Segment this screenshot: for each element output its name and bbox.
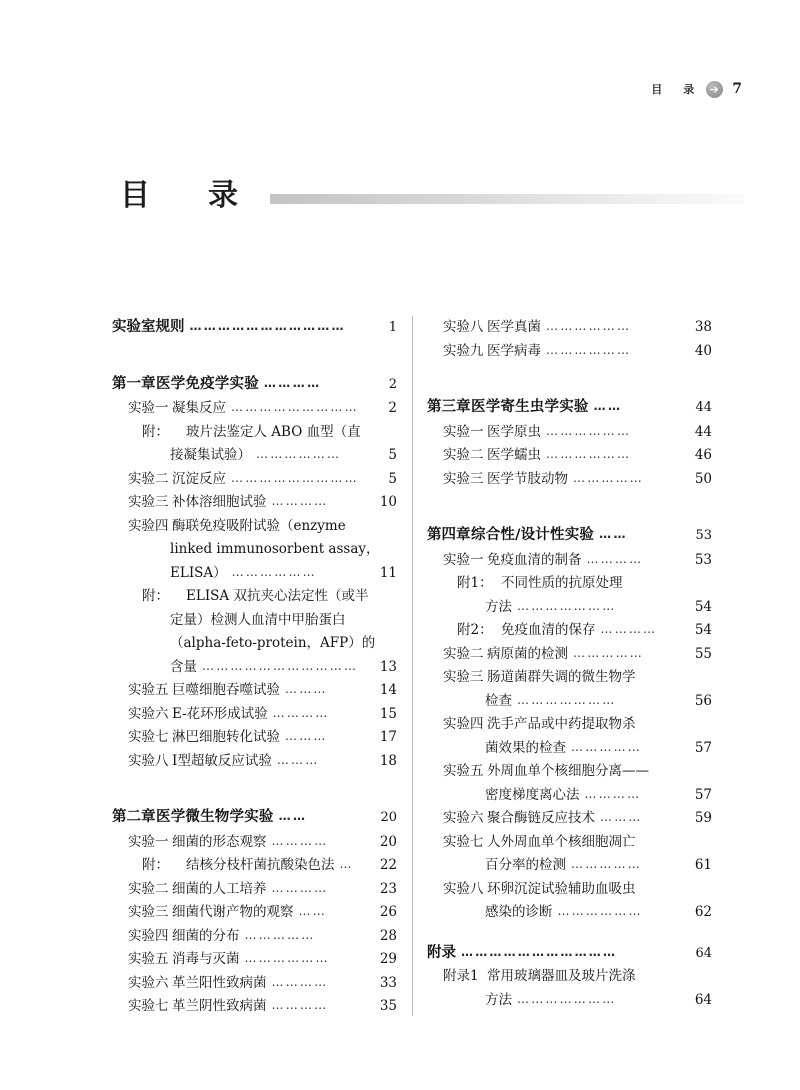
toc-column-right <box>427 316 712 1016</box>
toc-leader-dots: ……… <box>276 752 320 767</box>
toc-leader-dots: …………… <box>573 470 644 485</box>
toc-page-number: 53 <box>694 551 712 568</box>
toc-entry-row[interactable] <box>427 831 712 855</box>
toc-page-number: 2 <box>388 400 397 416</box>
toc-page-number: 40 <box>694 342 712 359</box>
toc-page-number: 13 <box>379 658 397 675</box>
toc-entry-number: 实验五 <box>128 951 169 967</box>
toc-entry-number: 实验一 <box>443 423 484 440</box>
toc-entry-label: 检查 <box>485 692 512 709</box>
toc-entry-row[interactable] <box>112 726 397 750</box>
toc-leader-dots: ……………… <box>546 319 632 333</box>
toc-spacer <box>427 925 712 942</box>
toc-entry-row[interactable] <box>112 750 397 774</box>
toc-entry-row[interactable] <box>112 656 397 680</box>
toc-leader-dots: ………… <box>586 551 644 566</box>
toc-entry-label: 肠道菌群失调的微生物学 <box>487 669 636 685</box>
toc-leader-dots: ……… <box>600 810 643 824</box>
column-divider <box>397 316 427 1016</box>
toc-page-number: 2 <box>388 376 397 392</box>
toc-entry-number: 实验八 <box>443 880 484 897</box>
toc-leader-dots: ………… <box>584 786 642 801</box>
toc-page-number: 5 <box>388 447 397 463</box>
toc-entry-row[interactable] <box>112 585 397 609</box>
toc-spacer <box>112 773 397 790</box>
toc-columns <box>112 316 712 1016</box>
toc-entry-label: 补体溶细胞试验 <box>172 494 267 510</box>
toc-entry-label: 酶联免疫吸附试验（enzyme <box>172 517 346 534</box>
toc-entry-number: 实验三 <box>443 669 484 685</box>
toc-entry-number: 实验三 <box>443 470 484 487</box>
toc-leader-dots: ……………… <box>546 342 632 357</box>
toc-entry-number: 第二章 <box>112 808 156 825</box>
toc-entry-label: 附录 <box>427 944 456 961</box>
toc-entry-row[interactable] <box>112 925 397 949</box>
toc-page-number: 20 <box>380 810 397 825</box>
toc-entry-row[interactable] <box>112 878 397 902</box>
toc-entry-row[interactable] <box>427 690 712 714</box>
toc-leader-dots: ………………… <box>517 692 617 707</box>
toc-entry-label: 革兰阴性致病菌 <box>172 998 267 1014</box>
toc-spacer <box>427 363 712 380</box>
toc-entry-number: 实验六 <box>128 705 169 722</box>
toc-leader-dots: … <box>339 857 354 871</box>
toc-leader-dots: ……………… <box>546 447 632 461</box>
toc-entry-number: 实验八 <box>443 319 484 335</box>
toc-entry-row[interactable] <box>427 572 712 596</box>
divider-line <box>412 316 413 1016</box>
toc-entry-row[interactable] <box>112 972 397 996</box>
toc-page-number: 15 <box>379 705 397 722</box>
toc-page-number: 57 <box>694 739 712 756</box>
toc-leader-dots: ……………… <box>244 951 330 965</box>
toc-leader-dots: ……………… <box>557 904 643 918</box>
toc-page-number: 61 <box>694 857 712 873</box>
running-head <box>651 78 742 100</box>
toc-chapter-row[interactable] <box>112 372 397 397</box>
toc-page-number: 64 <box>694 991 712 1008</box>
toc-entry-number: 实验七 <box>128 998 169 1014</box>
toc-entry-label: Ⅰ型超敏反应试验 <box>172 752 272 769</box>
toc-entry-number: 实验三 <box>128 494 169 510</box>
toc-page-number: 17 <box>379 729 397 745</box>
toc-page-number: 54 <box>694 598 712 615</box>
toc-leader-dots: ……… <box>285 729 328 743</box>
toc-entry-row[interactable] <box>112 948 397 972</box>
toc-entry-row[interactable] <box>427 784 712 808</box>
toc-leader-dots: …………………………… <box>461 944 618 959</box>
toc-entry-label: 接凝集试验） <box>170 447 251 463</box>
toc-leader-dots: …… <box>278 809 308 823</box>
toc-entry-number: 附录1 <box>443 968 479 984</box>
toc-leader-dots: ……………… <box>546 423 632 438</box>
toc-entry-number: 实验一 <box>128 833 169 850</box>
toc-page-number: 59 <box>694 810 712 826</box>
toc-leader-dots: …… <box>298 904 327 918</box>
toc-page-number: 11 <box>379 564 397 581</box>
toc-entry-number: 实验四 <box>128 927 169 944</box>
toc-entry-row[interactable] <box>112 421 397 445</box>
toc-entry-row[interactable] <box>427 421 712 445</box>
toc-leader-dots: …………… <box>571 857 642 871</box>
toc-entry-number: 实验七 <box>128 729 169 745</box>
toc-entry-number: 附： <box>142 588 169 604</box>
toc-leader-dots: ………… <box>271 494 329 508</box>
toc-leader-dots: ……………………… <box>231 470 359 485</box>
toc-page-number: 46 <box>694 447 712 463</box>
toc-entry-label: 医学真菌 <box>487 319 541 335</box>
toc-entry-number: 实验九 <box>443 342 484 359</box>
toc-entry-row[interactable] <box>427 549 712 573</box>
toc-spacer <box>427 491 712 508</box>
toc-section-row[interactable] <box>112 316 397 340</box>
toc-chapter-row[interactable] <box>112 805 397 830</box>
toc-entry-label: 医学免疫学实验 <box>156 375 259 392</box>
toc-page-number: 55 <box>694 645 712 662</box>
toc-entry-label: 不同性质的抗原处理 <box>501 575 623 591</box>
toc-entry-number: 实验二 <box>128 470 169 487</box>
toc-entry-number: 实验二 <box>443 645 484 662</box>
toc-entry-row[interactable] <box>427 619 712 643</box>
toc-entry-label: ELISA 双抗夹心法定性（或半 <box>186 588 369 604</box>
toc-entry-row[interactable] <box>112 995 397 1019</box>
toc-page-number: 57 <box>694 786 712 803</box>
toc-entry-row[interactable] <box>427 468 712 492</box>
toc-entry-label: 医学微生物学实验 <box>156 809 274 825</box>
toc-chapter-row[interactable] <box>427 395 712 420</box>
toc-entry-row[interactable] <box>427 643 712 667</box>
toc-entry-row[interactable] <box>427 444 712 468</box>
toc-entry-label: 医学寄生虫学实验 <box>471 399 589 415</box>
toc-leader-dots: ………………… <box>517 598 617 613</box>
toc-page-number: 10 <box>379 494 397 510</box>
toc-entry-label: 细菌的形态观察 <box>172 833 267 850</box>
toc-entry-number: 附： <box>142 857 169 873</box>
toc-entry-label: ELISA） <box>170 564 227 581</box>
toc-entry-label: 百分率的检测 <box>485 857 566 873</box>
toc-page-number: 38 <box>694 319 712 335</box>
toc-leader-dots: …………… <box>573 645 644 660</box>
toc-page-number: 29 <box>379 951 397 967</box>
toc-entry-number: 实验四 <box>128 517 169 534</box>
toc-entry-label: 细菌的人工培养 <box>172 880 267 897</box>
toc-entry-label: 定量）检测人血清中甲胎蛋白 <box>170 611 346 628</box>
toc-entry-number: 实验六 <box>443 810 484 826</box>
toc-entry-label: 医学原虫 <box>487 423 541 440</box>
toc-entry-row[interactable] <box>427 807 712 831</box>
toc-page-number: 20 <box>379 833 397 850</box>
toc-entry-label: 人外周血单个核细胞凋亡 <box>487 833 636 850</box>
toc-entry-number: 附： <box>142 423 169 440</box>
page-title: 目 录 <box>120 178 252 213</box>
toc-leader-dots: ……… <box>285 682 328 696</box>
toc-entry-number: 实验二 <box>443 447 484 463</box>
arrow-right-circle-icon <box>706 81 723 98</box>
toc-entry-label: 医学病毒 <box>487 342 541 359</box>
toc-entry-label: 细菌的分布 <box>172 927 240 944</box>
toc-entry-label: 免疫血清的保存 <box>501 622 596 638</box>
toc-entry-number: 附1： <box>457 575 493 591</box>
toc-entry-label: E-花环形成试验 <box>172 705 268 722</box>
toc-entry-row[interactable] <box>112 468 397 492</box>
toc-entry-row[interactable] <box>112 491 397 515</box>
toc-entry-number: 实验三 <box>128 904 169 920</box>
toc-entry-row[interactable] <box>112 679 397 703</box>
toc-leader-dots: …………… <box>244 927 316 942</box>
toc-entry-label: 巨噬细胞吞噬试验 <box>172 682 280 698</box>
toc-entry-label: 密度梯度离心法 <box>485 786 580 803</box>
toc-page-number: 50 <box>694 470 712 487</box>
toc-page-number: 56 <box>694 692 712 709</box>
toc-entry-row[interactable] <box>427 340 712 364</box>
toc-leader-dots: ………… <box>263 375 322 390</box>
toc-entry-number: 实验一 <box>443 551 484 568</box>
toc-entry-label: （alpha-feto-protein，AFP）的 <box>170 635 376 651</box>
toc-entry-row[interactable] <box>112 609 397 633</box>
toc-entry-row[interactable] <box>427 737 712 761</box>
toc-entry-label: 方法 <box>485 991 512 1008</box>
toc-entry-row[interactable] <box>427 854 712 878</box>
toc-entry-label: 常用玻璃器皿及玻片洗涤 <box>487 968 636 984</box>
toc-page-number: 35 <box>379 998 397 1014</box>
toc-page-number: 33 <box>379 974 397 991</box>
toc-leader-dots: ……………… <box>256 447 342 461</box>
toc-page-number: 44 <box>695 400 712 415</box>
toc-entry-number: 附2： <box>457 622 493 638</box>
toc-entry-label: linked immunosorbent assay， <box>170 541 380 557</box>
toc-page-number: 62 <box>694 904 712 920</box>
toc-entry-row[interactable] <box>112 854 397 878</box>
toc-entry-number: 第三章 <box>427 398 471 415</box>
toc-column-left <box>112 316 397 1016</box>
toc-page-number: 18 <box>379 752 397 769</box>
toc-entry-row[interactable] <box>427 989 712 1013</box>
toc-entry-row[interactable] <box>427 760 712 784</box>
toc-page-number: 1 <box>388 320 397 335</box>
toc-page-number: 64 <box>695 945 712 961</box>
toc-entry-label: 方法 <box>485 598 512 615</box>
toc-entry-number: 实验八 <box>128 752 169 769</box>
toc-page-number: 54 <box>694 622 712 638</box>
toc-page-number: 5 <box>388 470 397 487</box>
toc-leader-dots: ………… <box>600 622 658 636</box>
toc-entry-label: 医学节肢动物 <box>487 470 568 487</box>
toc-entry-label: 免疫血清的制备 <box>487 551 582 568</box>
toc-chapter-row[interactable] <box>427 523 712 548</box>
toc-entry-label: 结核分枝杆菌抗酸染色法 <box>186 857 335 873</box>
toc-entry-number: 第四章 <box>427 526 471 543</box>
toc-entry-label: 环卵沉淀试验辅助血吸虫 <box>487 880 636 897</box>
toc-entry-number: 实验六 <box>128 974 169 991</box>
toc-page-number: 53 <box>695 528 712 543</box>
toc-entry-label: 菌效果的检查 <box>485 739 566 756</box>
toc-page-number: 14 <box>379 682 397 698</box>
toc-entry-number: 实验一 <box>128 400 169 416</box>
toc-entry-label: 医学蠕虫 <box>487 447 541 463</box>
toc-entry-number: 实验四 <box>443 716 484 732</box>
toc-entry-label: 综合性/设计性实验 <box>471 527 595 543</box>
toc-leader-dots: …………………………… <box>202 658 359 673</box>
page-number: 7 <box>732 81 742 97</box>
page-title-row <box>120 174 745 218</box>
toc-entry-number: 实验二 <box>128 880 169 897</box>
toc-entry-row[interactable] <box>112 397 397 421</box>
toc-leader-dots: …………… <box>571 739 642 754</box>
toc-entry-row[interactable] <box>427 596 712 620</box>
toc-spacer <box>112 340 397 357</box>
toc-entry-number: 第一章 <box>112 374 156 392</box>
toc-entry-row[interactable] <box>427 965 712 989</box>
toc-entry-row[interactable] <box>427 666 712 690</box>
toc-entry-row[interactable] <box>112 831 397 855</box>
toc-entry-label: 聚合酶链反应技术 <box>487 810 595 826</box>
toc-leader-dots: ………… <box>271 880 329 895</box>
toc-entry-row[interactable] <box>112 538 397 562</box>
toc-entry-label: 玻片法鉴定人 ABO 血型（直 <box>186 423 361 440</box>
toc-entry-row[interactable] <box>112 901 397 925</box>
title-rule <box>270 194 745 204</box>
toc-page-number: 22 <box>379 857 397 873</box>
toc-entry-label: 感染的诊断 <box>485 904 553 920</box>
toc-entry-row[interactable] <box>112 515 397 539</box>
toc-page-number: 26 <box>379 904 397 920</box>
toc-leader-dots: ………………… <box>517 991 617 1006</box>
toc-leader-dots: ………… <box>272 705 330 720</box>
toc-leader-dots: …… <box>599 527 628 541</box>
toc-entry-number: 实验七 <box>443 833 484 850</box>
toc-entry-row[interactable] <box>112 632 397 656</box>
toc-entry-label: 外周血单个核细胞分离—— <box>487 763 649 779</box>
toc-entry-label: 沉淀反应 <box>172 470 226 487</box>
toc-leader-dots: …………………………… <box>189 319 346 333</box>
toc-entry-label: 革兰阳性致病菌 <box>172 974 267 991</box>
toc-page-number: 23 <box>379 880 397 897</box>
toc-leader-dots: ………… <box>271 974 329 989</box>
toc-entry-label: 实验室规则 <box>112 319 185 335</box>
toc-entry-number: 实验五 <box>128 682 169 698</box>
toc-entry-row[interactable] <box>112 562 397 586</box>
toc-leader-dots: ……………… <box>231 564 317 579</box>
toc-page-number: 28 <box>379 927 397 944</box>
toc-entry-number: 实验五 <box>443 763 484 779</box>
toc-entry-row[interactable] <box>427 713 712 737</box>
toc-entry-row[interactable] <box>427 316 712 340</box>
toc-entry-label: 淋巴细胞转化试验 <box>172 729 280 745</box>
toc-entry-label: 病原菌的检测 <box>487 645 568 662</box>
toc-entry-label: 消毒与灭菌 <box>172 951 240 967</box>
toc-section-row[interactable] <box>427 942 712 966</box>
toc-entry-row[interactable] <box>427 878 712 902</box>
running-head-label: 目 录 <box>651 83 700 96</box>
toc-leader-dots: ………… <box>271 833 329 848</box>
toc-entry-label: 凝集反应 <box>172 400 226 416</box>
toc-leader-dots: ………… <box>271 998 329 1012</box>
toc-entry-row[interactable] <box>427 901 712 925</box>
toc-entry-row[interactable] <box>112 703 397 727</box>
toc-entry-row[interactable] <box>112 444 397 468</box>
toc-page-number: 44 <box>694 423 712 440</box>
toc-leader-dots: …… <box>593 399 623 413</box>
toc-entry-label: 细菌代谢产物的观察 <box>172 904 294 920</box>
toc-entry-label: 洗手产品或中药提取物杀 <box>487 716 636 732</box>
toc-leader-dots: ……………………… <box>231 400 359 414</box>
toc-entry-label: 含量 <box>170 658 197 675</box>
